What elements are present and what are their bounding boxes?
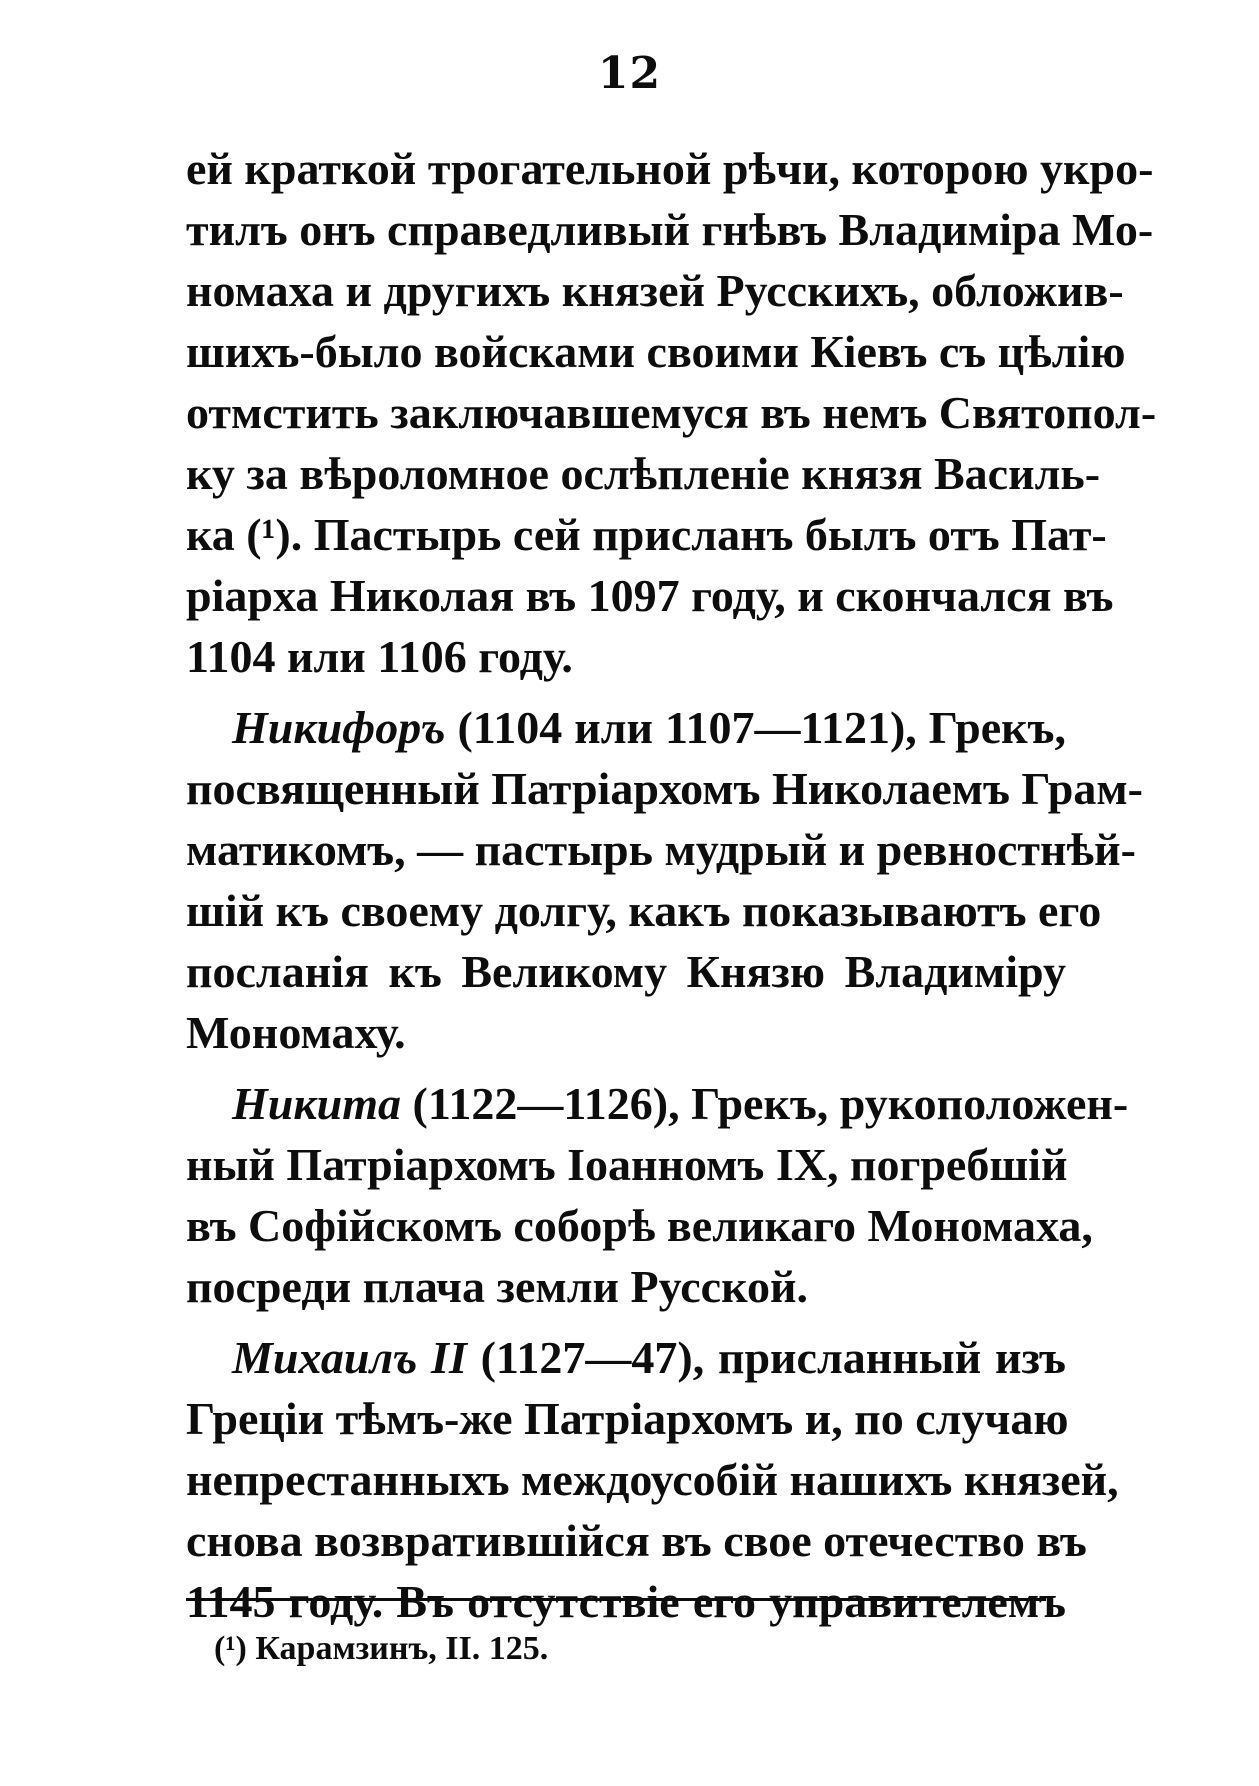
page-number: 12: [597, 48, 662, 99]
text-line: матикомъ, — пастырь мудрый и ревностнѣй-: [186, 824, 1136, 875]
text-line: ный Патріархомъ Іоанномъ IX, погребшій: [186, 1139, 1068, 1190]
text-line: Греціи тѣмъ-же Патріархомъ и, по случаю: [186, 1393, 1069, 1444]
text-line: посреди плача земли Русской.: [186, 1261, 808, 1312]
text-line: отмстить заключавшемуся въ немъ Святопол-: [186, 387, 1157, 438]
footnote: (¹) Карамзинъ, II. 125.: [214, 1630, 549, 1667]
text-line: 1145 году. Въ отсутствіе его управителемъ: [186, 1576, 1066, 1627]
metropolitan-name: Никита: [232, 1078, 402, 1129]
paragraph-nikifor: [186, 697, 1143, 1063]
text-line-rest: (1127—47), присланный изъ: [466, 1332, 1066, 1383]
text-line: ка (¹). Пастырь сей присланъ былъ отъ Пат-: [186, 509, 1107, 560]
text-line: 1104 или 1106 году.: [186, 631, 573, 682]
text-line: непрестанныхъ междоусобій нашихъ князей,: [186, 1454, 1119, 1505]
text-line: Мономаху.: [186, 1007, 406, 1058]
paragraph-continuation: [186, 138, 1157, 687]
text-line: шихъ-было войсками своими Кіевъ съ цѣлію: [186, 326, 1126, 377]
text-line: ріарха Николая въ 1097 году, и скончался въ: [186, 570, 1114, 621]
footnote-divider: [186, 1598, 1046, 1601]
text-line: [186, 1327, 1066, 1388]
text-line: ей краткой трогательной рѣчи, которою укро-: [186, 143, 1154, 194]
text-line: номаха и другихъ князей Русскихъ, обложив-: [186, 265, 1124, 316]
paragraph-nikita: [186, 1073, 1129, 1317]
text-line: снова возвратившійся въ свое отечество въ: [186, 1515, 1087, 1566]
text-line: шій къ своему долгу, какъ показываютъ его: [186, 885, 1102, 936]
text-line-rest: (1122—1126), Грекъ, рукоположен-: [401, 1078, 1129, 1129]
paragraph-mikhail: [186, 1327, 1119, 1632]
metropolitan-name: Никифоръ: [232, 702, 446, 753]
metropolitan-name: Михаилъ II: [232, 1332, 467, 1383]
text-line: посланія къ Великому Князю Владиміру: [186, 946, 1066, 997]
text-line: [186, 697, 1066, 758]
text-line: посвященный Патріархомъ Николаемъ Грам-: [186, 763, 1143, 814]
text-line: въ Софійскомъ соборѣ великаго Мономаха,: [186, 1200, 1093, 1251]
body-text: [186, 138, 1157, 1632]
text-line: ку за вѣроломное ослѣпленіе князя Василь-: [186, 448, 1101, 499]
text-line: [186, 1073, 1129, 1134]
text-line: тилъ онъ справедливый гнѣвъ Владиміра Мо-: [186, 204, 1154, 255]
text-line-rest: (1104 или 1107—1121), Грекъ,: [445, 702, 1066, 753]
